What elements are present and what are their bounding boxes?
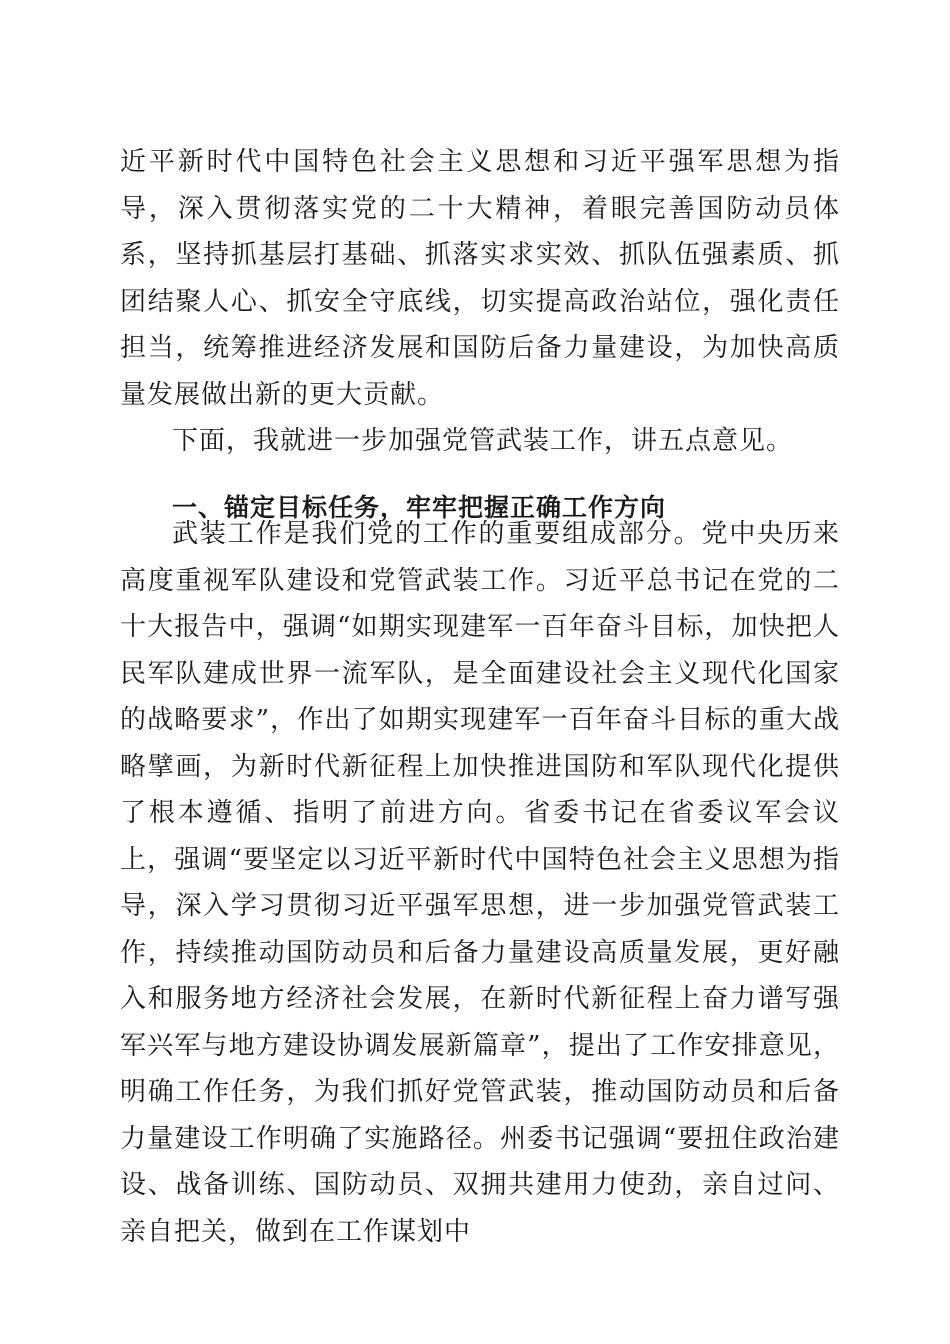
paragraph-intro: 下面，我就进一步加强党管武装工作，讲五点意见。 [172, 426, 794, 456]
paragraph-section-1: 武装工作是我们党的工作的重要组成部分。党中央历来高度重视军队建设和党管武装工作。习近平总书记在党的二十大报告中，强调“如期实现建军一百年奋斗目标，加快把人民军队建成世界一流军队，是全面建设社会主义现代化国家的战略要求”，作出了如期实现建军一百年奋斗目标的重大战略擘画，为新时代新征程上加快推进国防和军队现代化提供了根本遵循、指明了前进方向。省委书记在省委议军会议上，强调“要坚定以习近平新时代中国特色社会主义思想为指导，深入学习贯彻习近平强军思想，进一步加强党管武装工作，持续推动国防动员和后备力量建设高质量发展，更好融入和服务地方经济社会发展，在新时代新征程上奋力谱写强军兴军与地方建设协调发展新篇章”，提出了工作安排意见，明确工作任务，为我们抓好党管武装，推动国防动员和后备力量建设工作明确了实施路径。州委书记强调“要扭住政治建设、战备训练、国防动员、双拥共建用力使劲，亲自过问、亲自把关，做到在工作谋划中 [120, 519, 840, 1247]
section-heading: 一、锚定目标任务，牢牢把握正确工作方向 [172, 492, 667, 522]
paragraph-continuation: 近平新时代中国特色社会主义思想和习近平强军思想为指导，深入贯彻落实党的二十大精神，着眼完善国防动员体系，坚持抓基层打基础、抓落实求实效、抓队伍强素质、抓团结聚人心、抓安全守底线，切实提高政治站位，强化责任担当，统筹推进经济发展和国防后备力量建设，为加快高质量发展做出新的更大贡献。 [120, 147, 840, 410]
